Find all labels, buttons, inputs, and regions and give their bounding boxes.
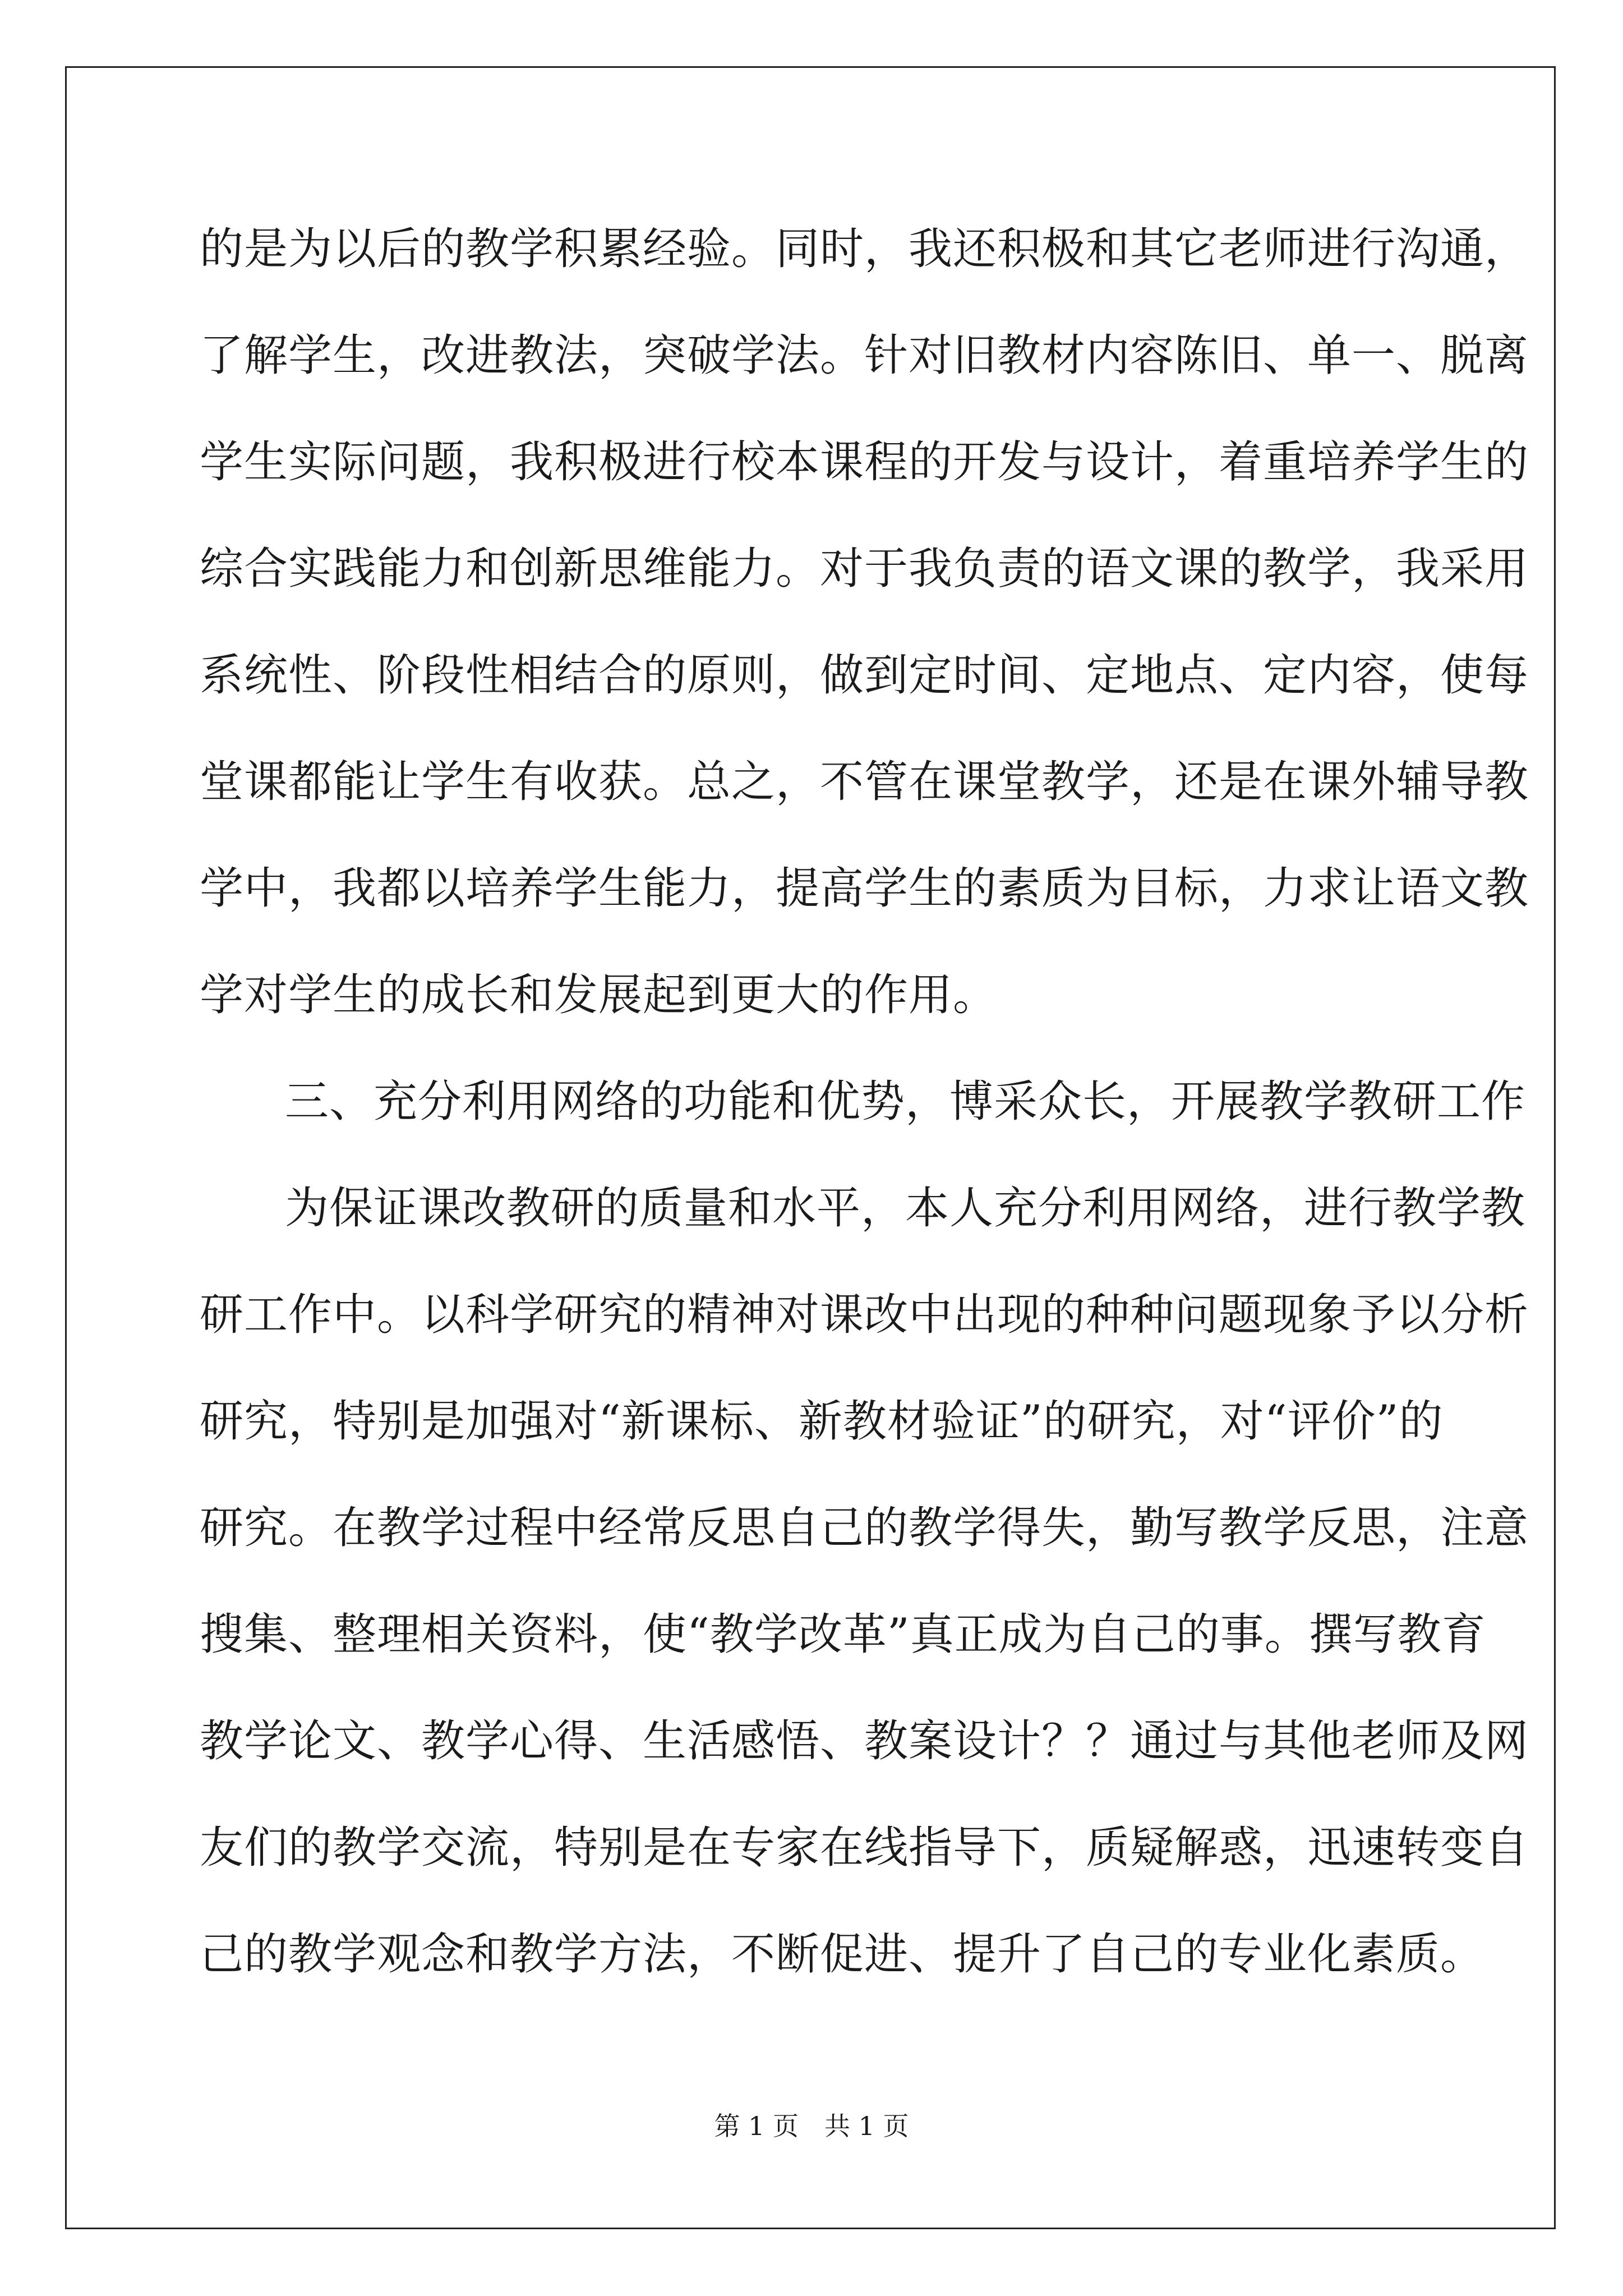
text-line: 研究。在教学过程中经常反思自己的教学得失，勤写教学反思，注意 bbox=[200, 1503, 1529, 1553]
text-line: 搜集、整理相关资料，使“教学改革”真正成为自己的事。撰写教育 bbox=[200, 1609, 1486, 1660]
text-line: 综合实践能力和创新思维能力。对于我负责的语文课的教学，我采用 bbox=[200, 544, 1529, 594]
text-line: 系统性、阶段性相结合的原则，做到定时间、定地点、定内容，使每 bbox=[200, 650, 1529, 701]
text-line: 的是为以后的教学积累经验。同时，我还积极和其它老师进行沟通， bbox=[200, 224, 1529, 274]
text-line: 学生实际问题，我积极进行校本课程的开发与设计，着重培养学生的 bbox=[200, 437, 1529, 487]
text-line: 研究，特别是加强对“新课标、新教材验证”的研究，对“评价”的 bbox=[200, 1396, 1444, 1447]
text-line: 为保证课改教研的质量和水平，本人充分利用网络，进行教学教 bbox=[285, 1183, 1526, 1234]
text-line: 堂课都能让学生有收获。总之，不管在课堂教学，还是在课外辅导教 bbox=[200, 757, 1529, 807]
document-body bbox=[200, 215, 1529, 2027]
text-line: 友们的教学交流，特别是在专家在线指导下，质疑解惑，迅速转变自 bbox=[200, 1823, 1529, 1873]
text-line: 学中，我都以培养学生能力，提高学生的素质为目标，力求让语文教 bbox=[200, 863, 1529, 914]
text-line: 学对学生的成长和发展起到更大的作用。 bbox=[200, 970, 998, 1020]
section-heading: 三、充分利用网络的功能和优势，博采众长，开展教学教研工作 bbox=[285, 1076, 1526, 1127]
text-line: 教学论文、教学心得、生活感悟、教案设计？？通过与其他老师及网 bbox=[200, 1716, 1529, 1766]
text-line: 研工作中。以科学研究的精神对课改中出现的种种问题现象予以分析 bbox=[200, 1290, 1529, 1340]
page-footer: 第 1 页 共 1 页 bbox=[714, 2111, 909, 2141]
text-line: 己的教学观念和教学方法，不断促进、提升了自己的专业化素质。 bbox=[200, 1929, 1485, 1980]
text-line: 了解学生，改进教法，突破学法。针对旧教材内容陈旧、单一、脱离 bbox=[200, 330, 1529, 381]
